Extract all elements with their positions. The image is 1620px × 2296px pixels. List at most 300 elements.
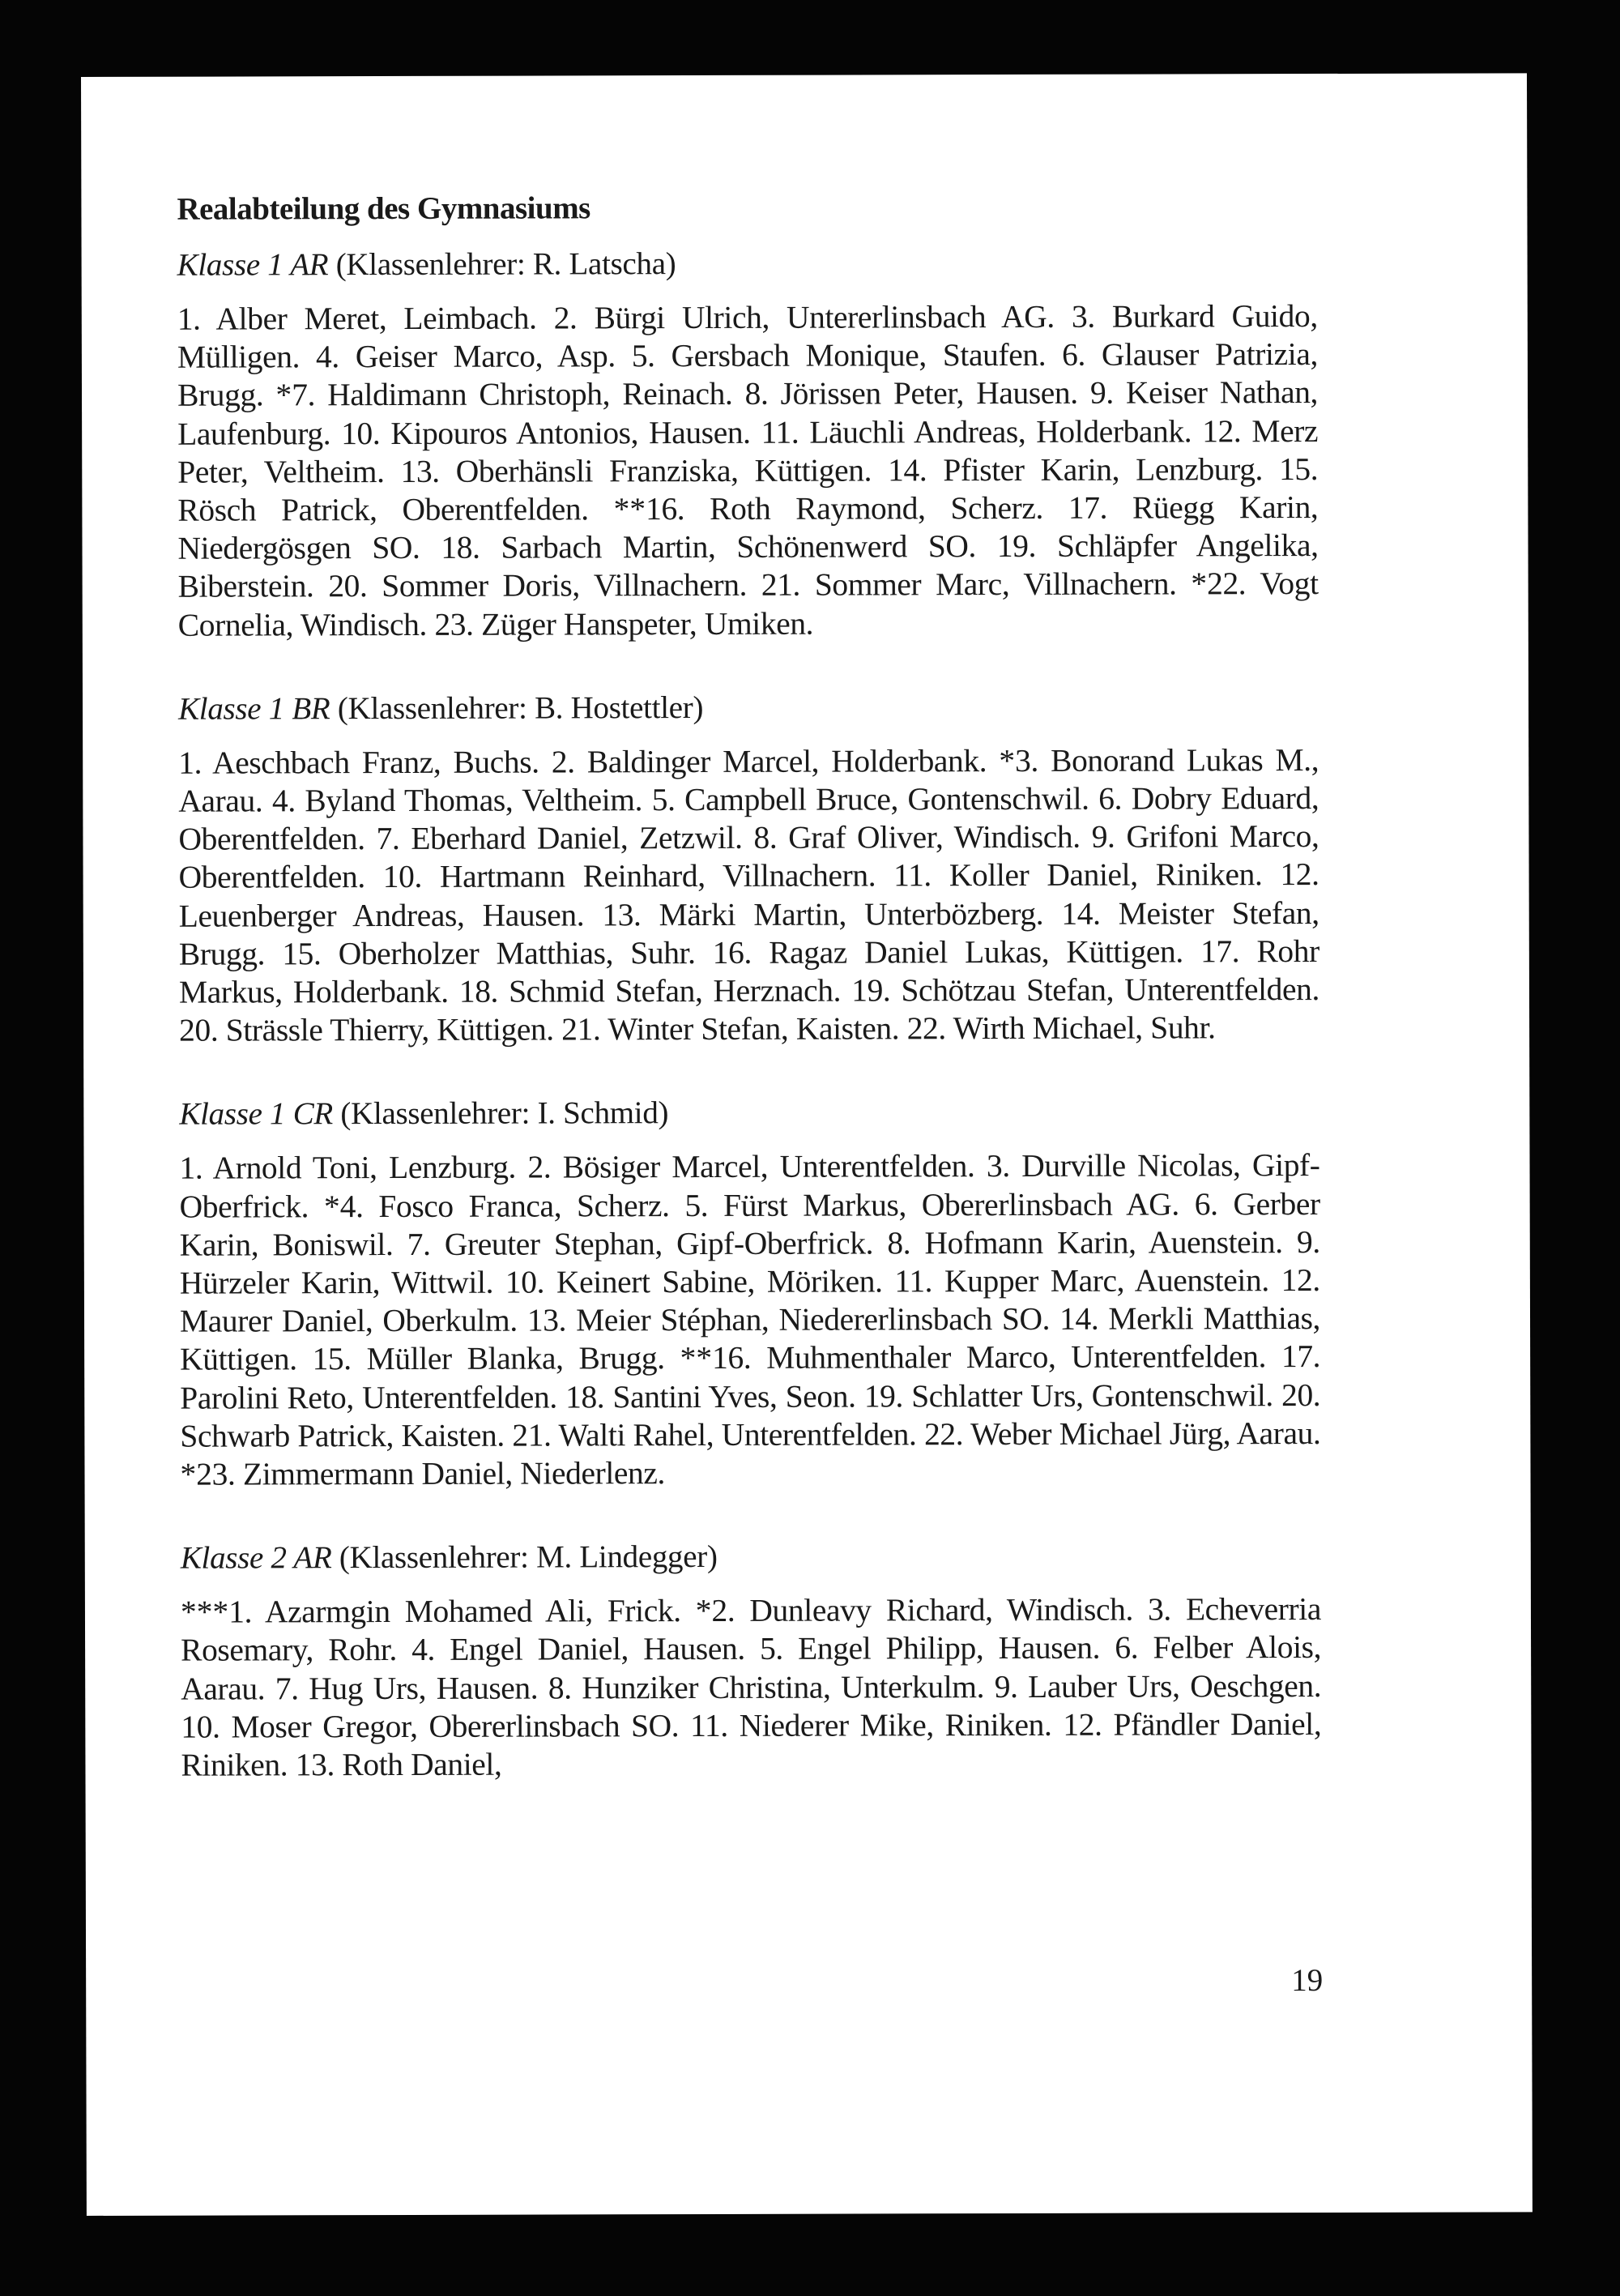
student-entry: *2. Dunleavy Richard, Windisch. (695, 1591, 1134, 1629)
student-number: 9. (994, 1668, 1018, 1705)
student-number: 15. (1278, 450, 1319, 487)
student-place: Unterentfelden (1071, 1338, 1259, 1376)
student-entry: 3. Burkard Guido, Mülligen. (177, 298, 1318, 375)
student-place: Riniken (944, 1706, 1045, 1743)
student-name: Koller Daniel (949, 857, 1131, 894)
student-place: Windisch (953, 819, 1073, 856)
class-label: Klasse 1 BR (177, 691, 330, 727)
student-place: Unterentfelden (1124, 971, 1312, 1008)
student-number: 4. (339, 1188, 364, 1224)
award-marker: * (180, 1456, 197, 1492)
student-entry: 13. Oberhänsli Franziska, Küttigen. (400, 452, 872, 489)
student-number: 16. (646, 491, 685, 527)
student-entry: 2. Bürgi Ulrich, Untererlinsbach AG. (553, 298, 1055, 336)
student-entry: ***1. Azarmgin Mohamed Ali, Frick. (180, 1593, 681, 1630)
student-place: Hausen (436, 1670, 531, 1706)
student-name: Byland Thomas (305, 782, 505, 819)
student-entry: 1. Aeschbach Franz, Buchs. (178, 744, 539, 781)
student-name: Fürst Markus (723, 1187, 899, 1223)
student-name: Engel Daniel (450, 1631, 621, 1668)
student-entry: 22. Weber Michael Jürg, Aarau. (923, 1415, 1321, 1453)
student-place: Scherz (576, 1187, 663, 1224)
student-number: 1. (179, 1150, 203, 1187)
student-name: Gersbach Monique (671, 337, 919, 374)
class-lists (177, 243, 1322, 1785)
student-entry: 14. Meister Stefan, Brugg. (178, 894, 1319, 972)
student-name: Arnold Toni (212, 1150, 370, 1187)
student-number: 11. (894, 1263, 933, 1300)
student-name: Rohr Markus (178, 932, 1319, 1010)
student-place: Brugg (177, 377, 256, 414)
award-marker: ** (613, 491, 646, 527)
student-entry: 15. Rösch Patrick, Oberentfelden. (177, 450, 1319, 528)
student-entry: 6. Dobry Eduard, Oberentfelden. (178, 780, 1319, 857)
student-place: Veltheim (263, 453, 377, 490)
student-number: 12. (1281, 1262, 1320, 1299)
student-place: Riniken (181, 1747, 280, 1783)
student-number: 16. (712, 1340, 752, 1376)
student-name: Schwarb Patrick (180, 1417, 386, 1454)
student-entry: 2. Baldinger Marcel, Holderbank. (551, 742, 987, 780)
student-number: 10. (382, 859, 423, 895)
student-entry: 19. Schlatter Urs, Gontenschwil. (863, 1376, 1273, 1415)
student-place: Biberstein (177, 568, 307, 605)
student-number: 1. (228, 1594, 253, 1630)
student-place: Gontenschwil (907, 780, 1082, 817)
student-entry: 13. Roth Daniel, (295, 1746, 502, 1783)
student-place: Hausen (976, 375, 1071, 412)
student-entry: 12. Leuenberger Andreas, Hausen. (178, 856, 1319, 934)
award-marker: * (323, 1188, 340, 1224)
student-number: 18. (441, 529, 480, 566)
class-heading (179, 1092, 1319, 1133)
student-entry: 14. Merkli Matthias, Küttigen. (180, 1300, 1321, 1378)
student-place: Möriken (766, 1263, 876, 1300)
student-place: Unterentfelden (779, 1148, 968, 1185)
student-name: Bösiger Marcel (562, 1149, 761, 1185)
student-entry: 14. Pfister Karin, Lenzburg. (888, 450, 1264, 489)
student-name: Merz Peter (177, 412, 1319, 490)
student-name: Maurer Daniel (179, 1303, 365, 1339)
student-entry: 11. Koller Daniel, Riniken. (893, 856, 1263, 894)
student-place: Aarau (181, 1671, 258, 1707)
student-entry: 4. Byland Thomas, Veltheim. (271, 782, 643, 819)
award-marker: * (695, 1593, 712, 1629)
student-entry: 18. Sarbach Martin, Schönenwerd SO. (441, 528, 977, 566)
student-name: Hunziker Christina (582, 1669, 823, 1706)
student-place: Scherz (950, 489, 1036, 527)
student-number: 8. (548, 1670, 572, 1706)
student-name: Greuter Stephan (444, 1226, 655, 1262)
student-number: 8. (753, 819, 778, 856)
student-name: Wirth Michael (953, 1009, 1136, 1047)
student-place: Obererlinsbach AG (921, 1186, 1172, 1223)
student-place: Lenzburg (1136, 451, 1256, 488)
student-name: Niederer Mike (739, 1707, 927, 1743)
student-name: Glauser Patrizia (1101, 336, 1311, 373)
student-name: Azarmgin Mohamed Ali (264, 1593, 586, 1630)
student-name: Santini Yves (612, 1378, 770, 1415)
student-name: Zimmermann Daniel (242, 1455, 505, 1492)
student-entry: 4. Geiser Marco, Asp. (315, 338, 616, 375)
student-place: Aarau (1236, 1415, 1313, 1452)
student-entry: 3. Durville Nicolas, Gipf-Oberfrick. (179, 1147, 1320, 1225)
student-name: Schlatter Urs (911, 1377, 1076, 1414)
student-name: Lauber Urs (1028, 1668, 1173, 1705)
student-place: Oeschgen (1190, 1667, 1314, 1705)
award-marker: ** (680, 1340, 713, 1376)
student-name: Sommer Marc (814, 566, 1002, 604)
student-entry: 6. Glauser Patrizia, Brugg. (177, 336, 1318, 414)
student-number: 6. (1115, 1630, 1139, 1667)
student-number: 7. (376, 821, 400, 857)
student-name: Oberhänsli Franziska (455, 452, 731, 489)
student-number: 8. (887, 1225, 911, 1261)
student-entry: 4. Engel Daniel, Hausen. (411, 1631, 745, 1668)
student-entry: 9. Lauber Urs, Oeschgen. (994, 1667, 1322, 1705)
award-marker: *** (180, 1594, 229, 1630)
student-number: 5. (631, 338, 655, 374)
class-label: Klasse 1 CR (179, 1096, 333, 1133)
student-place: Oberentfelden (178, 821, 358, 857)
student-name: Merkli Matthias (1108, 1300, 1313, 1337)
student-number: 3. (1147, 1591, 1171, 1628)
student-place: Obererlinsbach SO (428, 1707, 671, 1744)
student-name: Durville Nicolas (1021, 1147, 1234, 1184)
student-name: Pfändler Daniel (1113, 1705, 1314, 1743)
student-place: Küttigen (180, 1341, 290, 1378)
class-teacher: (Klassenlehrer: I. Schmid) (340, 1095, 669, 1132)
student-number: 2. (711, 1593, 735, 1629)
student-number: 7. (275, 1670, 299, 1707)
student-place: Frick (607, 1593, 674, 1629)
student-place: Kaisten (795, 1010, 892, 1047)
student-number: 13. (526, 1302, 567, 1338)
student-entry: 20. Strässle Thierry, Küttigen. (179, 1011, 554, 1048)
student-name: Moser Gregor (231, 1708, 411, 1745)
student-name: Läuchli Andreas (809, 413, 1018, 450)
student-place: Holderbank (831, 742, 979, 779)
student-place: Küttigen (437, 1011, 547, 1048)
student-entry: 5. Fürst Markus, Obererlinsbach AG. (684, 1186, 1179, 1223)
student-number: 21. (512, 1417, 552, 1453)
student-place: Untererlinsbach AG (786, 298, 1047, 335)
student-number: 13. (400, 453, 440, 489)
student-number: 9. (1089, 375, 1114, 412)
student-number: 13. (602, 896, 642, 932)
student-entry: 8. Hofmann Karin, Auenstein. (887, 1223, 1283, 1261)
student-place: Buchs (453, 744, 532, 780)
student-number: 4. (315, 339, 339, 375)
student-name: Sarbach Martin (501, 529, 708, 565)
student-place: Laufenburg (177, 415, 323, 452)
student-entry: 16. Ragaz Daniel Lukas, Küttigen. (712, 933, 1183, 971)
student-name: Schmid Stefan (509, 973, 696, 1009)
student-place: Villnachern (593, 567, 740, 604)
student-place: Auenstein (1134, 1262, 1262, 1299)
student-name: Schötzau Stefan (901, 971, 1106, 1009)
student-entry: 11. Kupper Marc, Auenstein. (894, 1262, 1269, 1300)
student-entry: **16. Muhmenthaler Marco, Unterentfelden. (680, 1338, 1267, 1376)
page-number: 19 (1291, 1962, 1324, 1999)
student-place: Holderbank (292, 973, 441, 1010)
student-place: Niedererlinsbach SO (778, 1301, 1042, 1338)
student-name: Müller Blanka (366, 1340, 556, 1377)
student-entry: 12. Maurer Daniel, Oberkulm. (179, 1262, 1320, 1339)
student-place: Hausen (643, 1631, 738, 1667)
class-label: Klasse 1 AR (177, 247, 329, 283)
student-place: Villnachern (722, 857, 868, 894)
student-name: Hug Urs (309, 1670, 419, 1706)
student-number: 19. (863, 1378, 904, 1415)
student-place: Seon (785, 1378, 849, 1415)
student-number: 18. (565, 1378, 605, 1415)
student-name: Alber Meret (215, 301, 379, 337)
student-number: 18. (458, 973, 499, 1009)
student-number: 12. (1280, 856, 1319, 893)
student-number: 7. (292, 377, 316, 413)
student-name: Schläpfer Angelika (1056, 527, 1311, 565)
student-place: Aarau (178, 783, 255, 819)
student-place: Staufen (942, 337, 1038, 373)
student-number: 21. (761, 567, 801, 604)
student-place: Brugg (178, 936, 258, 972)
student-number: 17. (1281, 1338, 1321, 1375)
student-place: Hausen (482, 897, 577, 933)
student-number: 10. (181, 1709, 220, 1745)
student-number: 14. (888, 452, 927, 489)
student-entry: 19. Schötzau Stefan, Unterentfelden. (851, 971, 1320, 1009)
student-entry: 18. Schmid Stefan, Herznach. (458, 972, 842, 1009)
student-name: Vogt Cornelia (177, 565, 1319, 643)
student-number: 23. (434, 606, 474, 642)
student-entry: 1. Arnold Toni, Lenzburg. (179, 1150, 517, 1187)
student-name: Pfister Karin (943, 451, 1112, 489)
student-place: Asp (556, 338, 608, 374)
student-place: Veltheim (522, 782, 635, 818)
student-entry: 19. Schläpfer Angelika, Biberstein. (177, 527, 1319, 605)
student-entry: 10. Keinert Sabine, Möriken. (505, 1263, 883, 1300)
student-entry: 7. Greuter Stephan, Gipf-Oberfrick. (407, 1225, 874, 1262)
student-number: 3. (1015, 742, 1038, 779)
student-number: 19. (851, 972, 891, 1009)
student-number: 14. (1061, 895, 1101, 932)
student-number: 10. (341, 415, 381, 451)
student-place: Zetzwil (639, 820, 735, 856)
page-content (177, 187, 1321, 1830)
student-number: 20. (179, 1012, 219, 1048)
student-list (179, 1146, 1320, 1494)
student-name: Dunleavy Richard (749, 1592, 986, 1629)
student-number: 4. (271, 783, 296, 819)
student-name: Meister Stefan (1118, 894, 1312, 932)
student-name: Roth Raymond (710, 490, 919, 527)
student-entry: *23. Zimmermann Daniel, Niederlenz. (180, 1455, 666, 1492)
student-place: Hausen (649, 414, 744, 450)
class-heading (177, 243, 1318, 284)
student-number: 3. (986, 1148, 1010, 1184)
student-number: 5. (684, 1187, 709, 1223)
student-place: Unterentfelden (362, 1379, 550, 1415)
student-place: Kaisten (401, 1417, 497, 1453)
student-name: Hürzeler Karin (179, 1265, 373, 1301)
student-entry: 10. Kipouros Antonios, Hausen. (341, 414, 751, 451)
student-name: Hofmann Karin (924, 1224, 1129, 1261)
student-place: Unterbözberg (864, 895, 1036, 932)
student-name: Bonorand Lukas M. (1051, 741, 1311, 779)
student-number: 10. (505, 1264, 545, 1300)
student-number: 2. (527, 1149, 552, 1186)
student-name: Kipouros Antonios (390, 414, 631, 451)
student-name: Hartmann Reinhard (439, 858, 698, 895)
student-number: 19. (996, 528, 1037, 565)
student-entry: 18. Santini Yves, Seon. (565, 1378, 856, 1415)
student-number: 8. (744, 376, 769, 412)
student-place: Suhr (630, 934, 688, 971)
student-entry: 12. Pfändler Daniel, Riniken. (181, 1705, 1322, 1783)
student-place: Brugg (578, 1340, 658, 1376)
student-place: Windisch (1006, 1591, 1126, 1628)
student-name: Parolini Reto (180, 1379, 347, 1416)
student-name: Roth Daniel (342, 1746, 495, 1783)
student-name: Gerber Karin (179, 1185, 1320, 1263)
student-name: Geiser Marco (355, 338, 535, 375)
student-place: Mülligen (177, 339, 292, 375)
student-number: 17. (1200, 933, 1240, 970)
student-place: Gontenschwil (1091, 1376, 1266, 1414)
student-place: Villnachern (1023, 565, 1170, 603)
student-entry: 22. Wirth Michael, Suhr. (906, 1009, 1216, 1047)
student-name: Engel Philipp (798, 1630, 976, 1667)
student-name: Winter Stefan (608, 1010, 781, 1048)
student-entry: 10. Moser Gregor, Obererlinsbach SO. (181, 1707, 680, 1745)
student-entry: *7. Haldimann Christoph, Reinach. (275, 376, 733, 413)
student-entry: 20. Sommer Doris, Villnachern. (328, 567, 748, 604)
student-number: 15. (282, 936, 322, 972)
class-teacher: (Klassenlehrer: R. Latscha) (335, 246, 676, 283)
student-name: Züger Hanspeter (481, 605, 689, 642)
student-name: Ragaz Daniel Lukas (769, 933, 1042, 971)
student-entry: 6. Gerber Karin, Boniswil. (179, 1185, 1320, 1263)
student-entry: 17. Rohr Markus, Holderbank. (178, 932, 1319, 1010)
student-place: Oberentfelden (402, 491, 582, 527)
student-number: 1. (177, 301, 201, 337)
student-number: 5. (651, 782, 676, 818)
student-entry: 15. Müller Blanka, Brugg. (312, 1340, 665, 1377)
student-name: Eberhard Daniel (411, 820, 620, 857)
student-place: Hausen (998, 1630, 1093, 1667)
award-marker: * (275, 377, 292, 413)
student-place: Lenzburg (389, 1150, 509, 1186)
student-name: Sommer Doris (382, 567, 573, 604)
student-name: Oberholzer Matthias (338, 935, 606, 972)
student-name: Märki Martin (659, 896, 839, 932)
student-entry: 9. Hürzeler Karin, Wittwil. (179, 1223, 1320, 1301)
student-place: Boniswil (272, 1226, 386, 1263)
student-entry: 9. Keiser Nathan, Laufenburg. (177, 374, 1319, 452)
student-number: 2. (553, 300, 578, 336)
student-name: Muhmenthaler Marco (766, 1339, 1048, 1376)
student-entry: 6. Felber Alois, Aarau. (181, 1629, 1322, 1707)
class-heading (181, 1536, 1321, 1577)
student-name: Walti Rahel (558, 1416, 706, 1453)
student-name: Graf Oliver (788, 819, 936, 856)
class-heading (178, 687, 1319, 728)
document-page (81, 73, 1533, 2216)
student-entry: 11. Läuchli Andreas, Holderbank. (761, 413, 1192, 450)
student-place: Gipf-Oberfrick (179, 1147, 1320, 1225)
student-name: Keiser Nathan (1125, 374, 1311, 412)
student-number: 13. (295, 1747, 335, 1783)
student-name: Keinert Sabine (556, 1263, 748, 1300)
student-number: 22. (906, 1010, 946, 1047)
student-number: 16. (712, 934, 752, 971)
student-place: Herznach (713, 972, 833, 1009)
student-entry: 7. Hug Urs, Hausen. (275, 1670, 539, 1707)
student-entry: *22. Vogt Cornelia, Windisch. (177, 565, 1319, 643)
student-entry: 2. Bösiger Marcel, Unterentfelden. (527, 1148, 975, 1186)
student-name: Strässle Thierry (225, 1012, 422, 1048)
section-title: Realabteilung des Gymnasiums (177, 190, 590, 227)
student-name: Rösch Patrick (177, 492, 370, 528)
student-name: Kupper Marc (944, 1262, 1117, 1300)
student-name: Grifoni Marco (1126, 818, 1312, 855)
student-name: Echeverria Rosemary (181, 1591, 1322, 1669)
student-number: 2. (551, 744, 575, 780)
student-name: Jörissen Peter (780, 375, 957, 412)
student-name: Burkard Guido (1111, 298, 1311, 335)
student-entry: 8. Jörissen Peter, Hausen. (744, 375, 1078, 412)
student-place: Unterkulm (840, 1668, 977, 1705)
student-entry: 8. Graf Oliver, Windisch. (753, 819, 1081, 856)
student-name: Haldimann Christoph (327, 376, 603, 413)
student-entry: 12. Merz Peter, Veltheim. (177, 412, 1319, 490)
student-number: 14. (1059, 1300, 1099, 1338)
student-place: Windisch (300, 606, 420, 642)
student-number: 11. (761, 414, 799, 450)
student-place: Niederlenz (520, 1455, 658, 1492)
student-number: 20. (328, 568, 368, 604)
student-entry: 5. Campbell Bruce, Gontenschwil. (651, 780, 1089, 818)
student-place: Umiken (704, 605, 806, 642)
student-name: Felber Alois (1153, 1629, 1314, 1667)
student-number: 7. (407, 1226, 431, 1262)
class-teacher: (Klassenlehrer: B. Hostettler) (337, 689, 704, 727)
student-number: 12. (1063, 1706, 1102, 1743)
student-place: Suhr (1150, 1009, 1209, 1046)
student-number: 11. (690, 1707, 728, 1743)
student-name: Campbell Bruce (684, 781, 891, 818)
student-name: Meier Stéphan (576, 1302, 761, 1338)
student-number: 4. (411, 1632, 436, 1668)
student-place: Holderbank (1036, 413, 1184, 450)
class-label: Klasse 2 AR (180, 1540, 332, 1576)
student-number: 21. (561, 1011, 601, 1048)
student-place: Gipf-Oberfrick (676, 1225, 866, 1261)
student-list (178, 741, 1319, 1050)
student-number: 12. (1202, 412, 1242, 449)
student-number: 17. (1068, 489, 1108, 526)
student-number: 3. (1071, 298, 1095, 335)
student-entry: 23. Züger Hanspeter, Umiken. (434, 605, 814, 642)
student-entry: 5. Gersbach Monique, Staufen. (631, 337, 1047, 374)
student-number: 23. (196, 1456, 236, 1492)
student-number: 11. (893, 857, 932, 894)
student-entry: 5. Engel Philipp, Hausen. (759, 1630, 1101, 1667)
student-entry: 1. Alber Meret, Leimbach. (177, 300, 537, 337)
student-entry: **16. Roth Raymond, Scherz. (613, 489, 1044, 527)
student-name: Fosco Franca (378, 1188, 554, 1224)
